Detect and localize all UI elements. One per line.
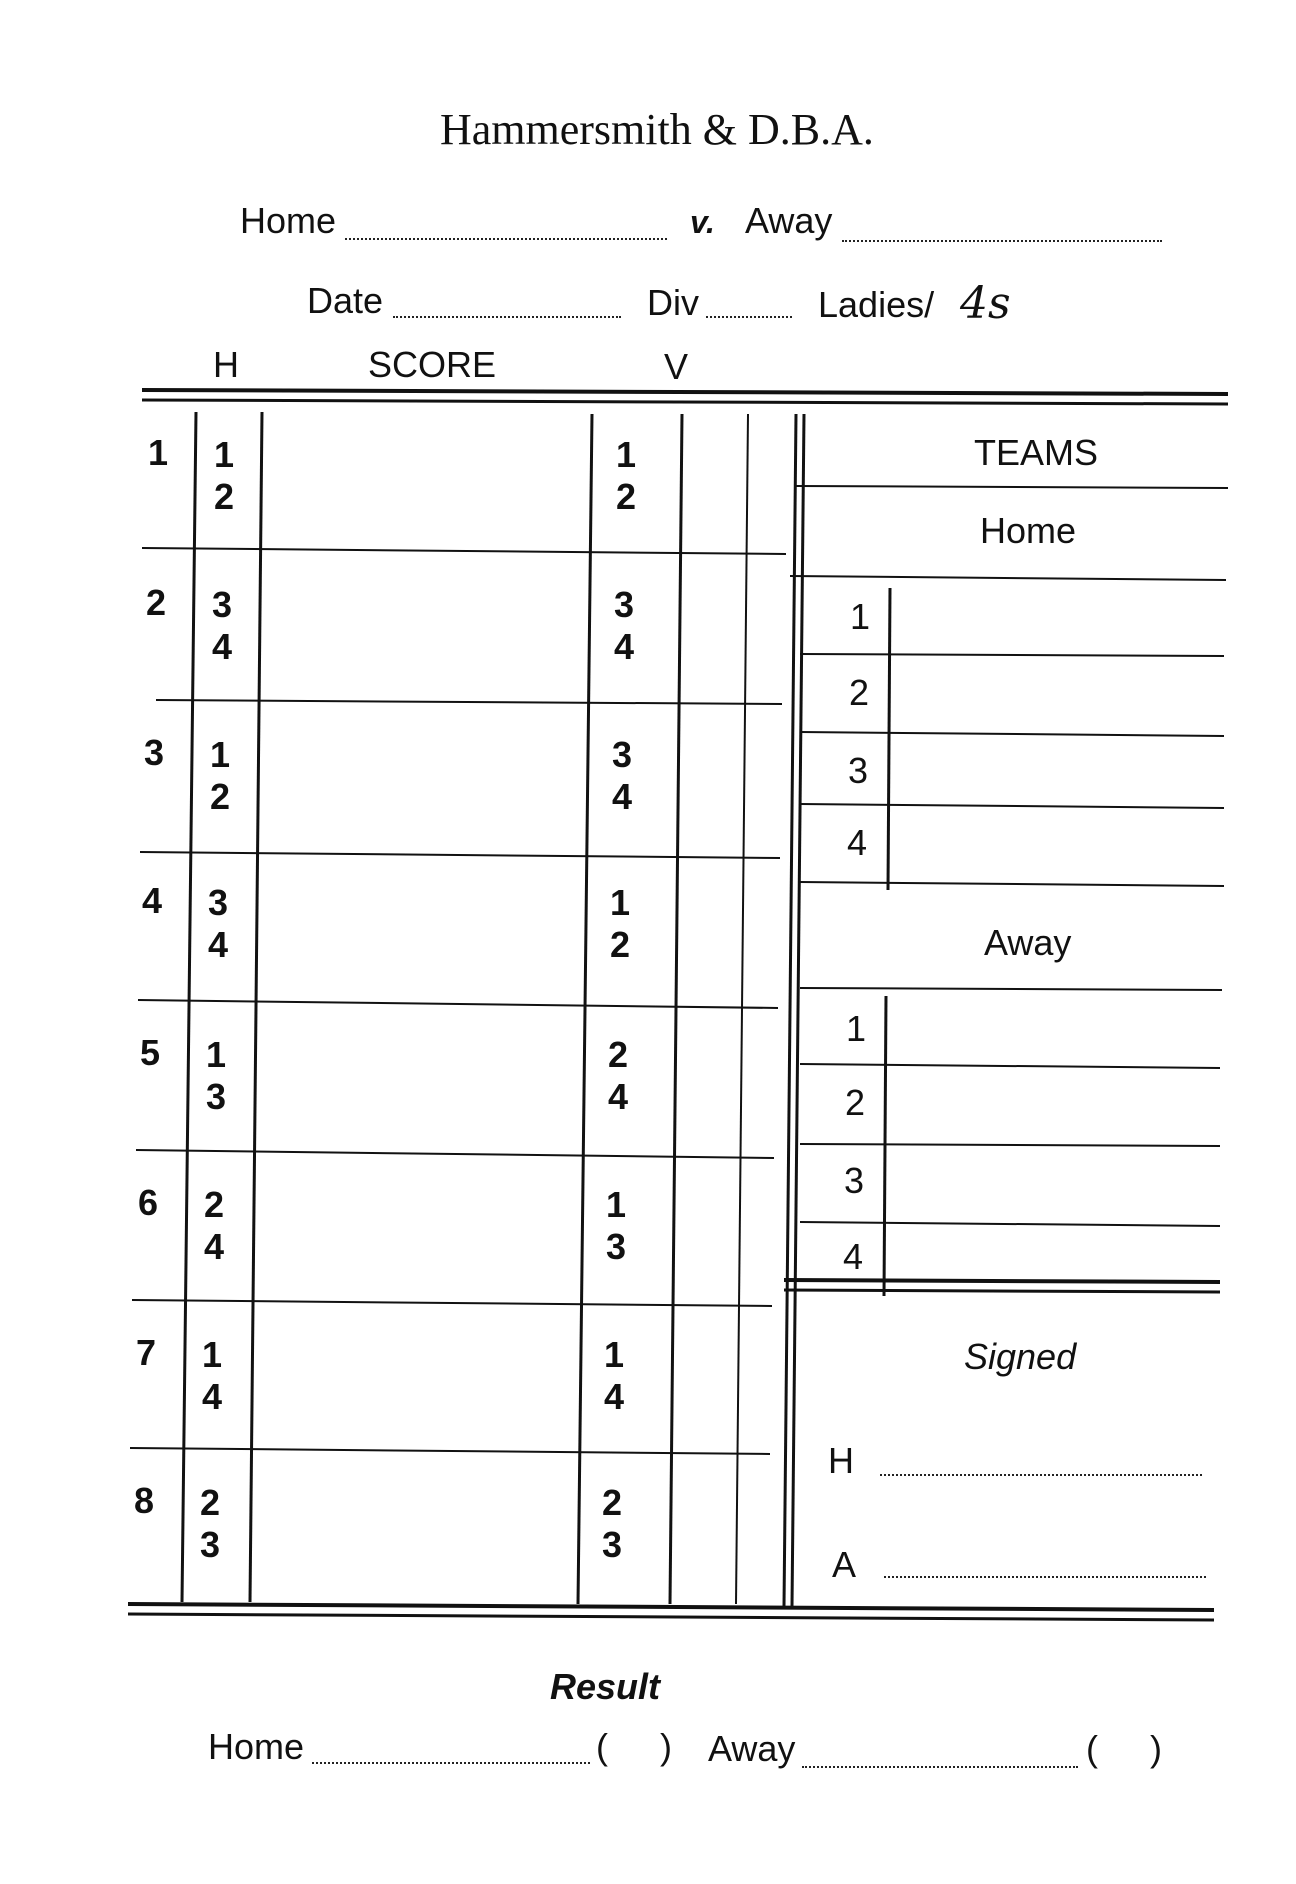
home-pairing-player: 3 xyxy=(212,584,233,625)
home-pairing-player: 4 xyxy=(202,1376,223,1417)
home-player-name-field[interactable] xyxy=(894,588,1214,648)
game-number: 5 xyxy=(140,1032,161,1073)
visitor-pairing-player: 1 xyxy=(606,1184,627,1225)
result-home-close-paren: ) xyxy=(660,1726,672,1767)
visitor-pairing-player: 3 xyxy=(602,1524,623,1565)
teams-home-label: Home xyxy=(980,510,1077,551)
score-cell[interactable] xyxy=(250,1314,568,1444)
home-player-number: 1 xyxy=(850,596,871,637)
result-title: Result xyxy=(550,1666,661,1707)
home-player-number: 4 xyxy=(847,822,868,863)
visitor-pairing-player: 3 xyxy=(614,584,635,625)
home-pairing xyxy=(214,434,234,518)
score-header-v: V xyxy=(664,346,689,387)
home-player-name-field[interactable] xyxy=(894,742,1214,802)
ladies-label: Ladies/ xyxy=(818,284,935,325)
home-pairing-player: 2 xyxy=(210,776,231,817)
visitor-pairing-player: 4 xyxy=(612,776,633,817)
visitor-pairing-player: 2 xyxy=(610,924,631,965)
score-header-h: H xyxy=(213,344,239,385)
home-player-name-field[interactable] xyxy=(894,664,1214,724)
home-pairing-player: 4 xyxy=(212,626,233,667)
game-number: 3 xyxy=(144,732,165,773)
home-pairing xyxy=(202,1334,222,1418)
away-label: Away xyxy=(745,200,833,241)
away-player-name-field[interactable] xyxy=(890,1152,1210,1212)
visitor-pairing xyxy=(616,434,636,518)
home-pairing-player: 2 xyxy=(204,1184,225,1225)
signed-title: Signed xyxy=(964,1336,1077,1377)
home-pairing xyxy=(200,1482,220,1566)
home-label: Home xyxy=(240,200,337,241)
game-number: 7 xyxy=(136,1332,157,1373)
versus-label: v. xyxy=(690,204,715,240)
visitor-pairing-player: 1 xyxy=(604,1334,625,1375)
game-number: 4 xyxy=(142,880,163,921)
home-pairing-player: 1 xyxy=(214,434,235,475)
away-player-number: 2 xyxy=(845,1082,866,1123)
away-player-name-field[interactable] xyxy=(890,1228,1210,1288)
game-number: 8 xyxy=(134,1480,155,1521)
score-cell[interactable] xyxy=(254,1014,572,1144)
date-label: Date xyxy=(307,280,384,321)
score-header-score: SCORE xyxy=(368,344,497,385)
visitor-pairing-player: 4 xyxy=(614,626,635,667)
result-home-open-paren: ( xyxy=(596,1726,608,1767)
result-away-field[interactable] xyxy=(802,1766,1078,1768)
home-pairing-player: 1 xyxy=(206,1034,227,1075)
visitor-pairing-player: 1 xyxy=(616,434,637,475)
result-away-label: Away xyxy=(708,1728,796,1769)
visitor-pairing xyxy=(612,734,632,818)
home-player-name-field[interactable] xyxy=(894,814,1214,874)
visitor-pairing xyxy=(602,1482,622,1566)
home-pairing-player: 4 xyxy=(208,924,229,965)
game-number: 2 xyxy=(146,582,167,623)
visitor-pairing-player: 3 xyxy=(612,734,633,775)
visitor-pairing-player: 2 xyxy=(602,1482,623,1523)
visitor-pairing xyxy=(608,1034,628,1118)
home-player-number: 3 xyxy=(848,750,869,791)
visitor-pairing-player: 4 xyxy=(608,1076,629,1117)
away-player-number: 1 xyxy=(846,1008,867,1049)
visitor-pairing-player: 2 xyxy=(608,1034,629,1075)
visitor-pairing xyxy=(606,1184,626,1268)
result-away-close-paren: ) xyxy=(1150,1728,1162,1769)
home-pairing-player: 1 xyxy=(202,1334,223,1375)
result-home-field[interactable] xyxy=(312,1762,590,1764)
home-pairing xyxy=(204,1184,224,1268)
home-pairing-player: 3 xyxy=(208,882,229,923)
visitor-pairing-player: 1 xyxy=(610,882,631,923)
home-pairing xyxy=(208,882,228,966)
home-pairing-player: 3 xyxy=(206,1076,227,1117)
visitor-pairing xyxy=(614,584,634,668)
home-pairing xyxy=(210,734,230,818)
visitor-pairing-player: 2 xyxy=(616,476,637,517)
visitor-pairing-player: 4 xyxy=(604,1376,625,1417)
away-player-number: 3 xyxy=(844,1160,865,1201)
home-pairing-player: 4 xyxy=(204,1226,225,1267)
score-cell[interactable] xyxy=(252,1164,570,1294)
signed-a-label: A xyxy=(832,1544,857,1585)
form-title: Hammersmith & D.B.A. xyxy=(440,105,874,154)
signed-h-field[interactable] xyxy=(880,1474,1202,1476)
visitor-pairing-player: 3 xyxy=(606,1226,627,1267)
home-pairing-player: 1 xyxy=(210,734,231,775)
signed-a-field[interactable] xyxy=(884,1576,1206,1578)
visitor-pairing xyxy=(604,1334,624,1418)
result-away-open-paren: ( xyxy=(1086,1728,1098,1769)
game-number: 1 xyxy=(148,432,169,473)
teams-title: TEAMS xyxy=(974,432,1099,473)
score-cell[interactable] xyxy=(258,714,576,844)
home-player-number: 2 xyxy=(849,672,870,713)
score-cell[interactable] xyxy=(260,564,578,694)
away-player-number: 4 xyxy=(843,1236,864,1277)
away-player-name-field[interactable] xyxy=(890,1074,1210,1134)
result-home-label: Home xyxy=(208,1726,305,1767)
home-pairing-player: 3 xyxy=(200,1524,221,1565)
teams-away-label: Away xyxy=(984,922,1072,963)
div-label: Div xyxy=(647,282,699,323)
ladies-handwritten-value: 4s xyxy=(960,278,1011,329)
score-cell[interactable] xyxy=(256,862,574,992)
visitor-pairing xyxy=(610,882,630,966)
home-pairing xyxy=(212,584,232,668)
score-cell[interactable] xyxy=(262,414,580,544)
home-pairing-player: 2 xyxy=(200,1482,221,1523)
signed-h-label: H xyxy=(828,1440,854,1481)
home-pairing xyxy=(206,1034,226,1118)
game-number: 6 xyxy=(138,1182,159,1223)
home-pairing-player: 2 xyxy=(214,476,235,517)
score-cell[interactable] xyxy=(248,1462,566,1592)
away-player-name-field[interactable] xyxy=(890,1000,1210,1060)
